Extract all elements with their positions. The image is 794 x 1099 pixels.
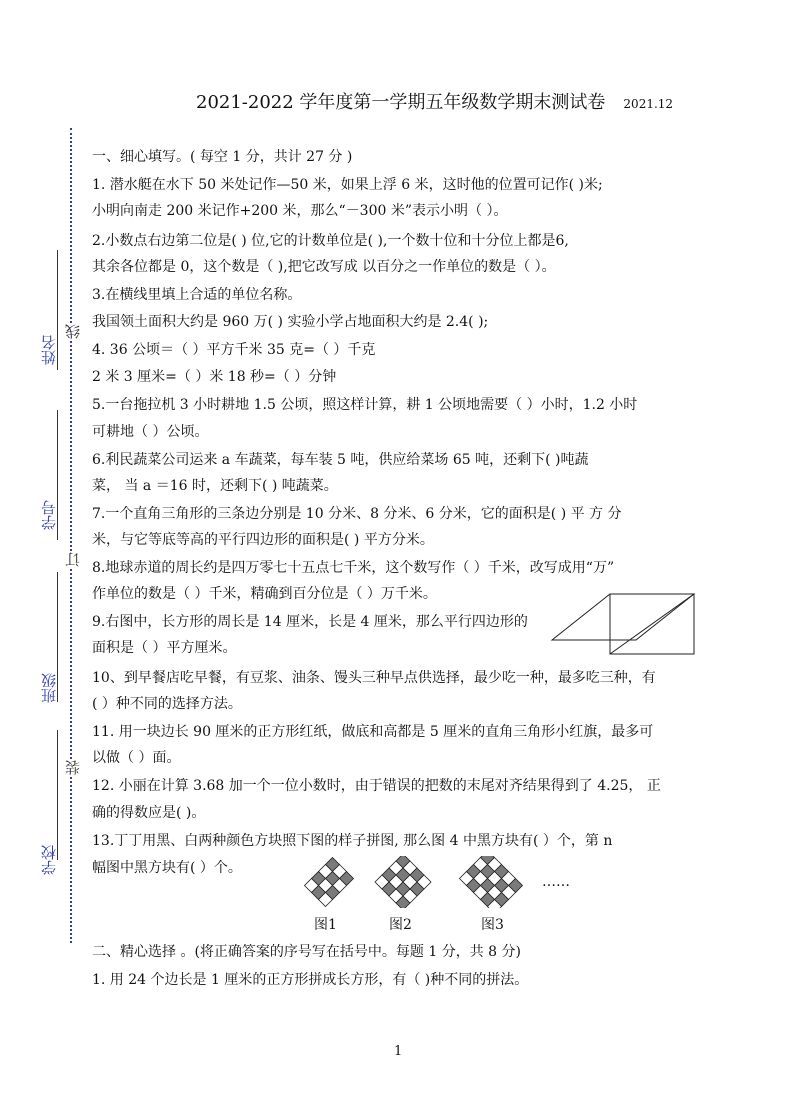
q5-line1: 5.一台拖拉机 3 小时耕地 1.5 公顷，照这样计算，耕 1 公顷地需要（ ）小时，1.2 小时	[92, 397, 638, 413]
binding-mark-staple: 订	[64, 552, 82, 567]
pattern-figure-1	[298, 856, 360, 908]
q8-line2: 作单位的数是（ ）千米，精确到百分位是（ ）万千米。	[92, 586, 437, 602]
q10-line2: ( ）种不同的选择方法。	[92, 696, 242, 712]
q9-line2: 面积是（ ）平方厘米。	[92, 640, 237, 656]
q6-line1: 6.利民蔬菜公司运来 a 车蔬菜，每车装 5 吨，供应给菜场 65 吨，还剩下( )吨蔬	[92, 452, 589, 468]
figure-label-2: 图2	[389, 917, 412, 933]
q1-line1: 1. 潜水艇在水下 50 米处记作—50 米，如果上浮 6 米，这时他的位置可记作( )米;	[92, 177, 603, 193]
binding-mark-line: 线	[64, 324, 82, 339]
figure-label-3: 图3	[481, 917, 504, 933]
q13-line2: 幅图中黑方块有( ）个。	[92, 860, 242, 876]
sidebar-label-name: 姓名	[40, 335, 58, 365]
q11-line1: 11. 用一块边长 90 厘米的正方形红纸，做底和高都是 5 厘米的直角三角形小红旗，最多可	[92, 724, 654, 740]
sidebar-label-id: 学号	[40, 500, 58, 530]
q7-line1: 7.一个直角三角形的三条边分别是 10 分米、8 分米、6 分米，它的面积是( ) 平 方 分	[92, 506, 622, 522]
q6-line2: 菜， 当 a ＝16 时，还剩下( ) 吨蔬菜。	[92, 478, 338, 494]
q4-line2: 2 米 3 厘米=（ ）米 18 秒=（ ）分钟	[92, 369, 337, 385]
sidebar-label-class: 班级	[40, 673, 58, 703]
q2-line2: 其余各位都是 0，这个数是（ ),把它改写成 以百分之一作单位的数是（ ）。	[92, 259, 556, 275]
parallelogram-figure	[548, 590, 698, 656]
sidebar-label-school: 学校	[40, 845, 58, 875]
q3-line1: 3.在横线里填上合适的单位名称。	[92, 287, 302, 303]
q3-line2: 我国领土面积大约是 960 万( ) 实验小学占地面积大约是 2.4( );	[92, 314, 489, 330]
page-number: 1	[394, 1044, 403, 1059]
page-title	[196, 88, 673, 114]
q8-line1: 8.地球赤道的周长约是四万零七十五点七千米，这个数写作（ ）千米，改写成用“万”	[92, 560, 615, 576]
s2-q1-line: 1. 用 24 个边长是 1 厘米的正方形拼成长方形，有（ )种不同的拼法。	[92, 972, 529, 988]
pattern-1-grid	[305, 858, 354, 907]
q12-line2: 确的得数应是( )。	[92, 805, 206, 821]
parallelogram-diagonal	[610, 594, 694, 654]
section-2-heading: 二、精心选择 。(将正确答案的序号写在括号中。每题 1 分，共 8 分)	[92, 944, 521, 960]
q1-line2: 小明向南走 200 米记作+200 米，那么“－300 米”表示小明（ ）。	[92, 203, 508, 219]
q4-line1: 4. 36 公顷＝（ ）平方千米 35 克=（ ）千克	[92, 342, 376, 358]
pattern-3-grid	[460, 856, 523, 908]
section-1-heading: 一、细心填写。( 每空 1 分，共计 27 分 )	[92, 149, 353, 165]
binding-mark-bind: 装	[64, 760, 82, 775]
school-rule	[57, 730, 58, 860]
figure-label-1: 图1	[314, 917, 337, 933]
exam-date: 2021.12	[623, 97, 674, 111]
q12-line1: 12. 小丽在计算 3.68 加一个一位小数时，由于错误的把数的末尾对齐结果得到了 4.25， 正	[92, 778, 661, 794]
q9-line1: 9.右图中，长方形的周长是 14 厘米，长是 4 厘米，那么平行四边形的	[92, 614, 528, 630]
q10-line1: 10、到早餐店吃早餐，有豆浆、油条、馒头三种早点供选择，最少吃一种，最多吃三种，有	[92, 670, 656, 686]
pattern-ellipsis: ……	[542, 874, 570, 890]
title-text: 2021-2022 学年度第一学期五年级数学期末测试卷	[196, 92, 606, 113]
parallelogram-shape	[552, 594, 694, 640]
pattern-2-grid	[375, 856, 431, 908]
q5-line2: 可耕地（ ）公顷。	[92, 424, 209, 440]
q13-line1: 13.丁丁用黑、白两种颜色方块照下图的样子拼图, 那么图 4 中黑方块有( ）个，第 n	[92, 833, 613, 849]
binding-dotted-line	[70, 128, 72, 943]
pattern-figure-2	[365, 856, 441, 908]
pattern-figure-3	[446, 856, 536, 908]
q11-line2: 以做（ ）面。	[92, 750, 181, 766]
q7-line2: 米，与它等底等高的平行四边形的面积是( ) 平方分米。	[92, 532, 434, 548]
q2-line1: 2.小数点右边第二位是( ) 位,它的计数单位是( ),一个数十位和十分位上都是6,	[92, 233, 569, 249]
